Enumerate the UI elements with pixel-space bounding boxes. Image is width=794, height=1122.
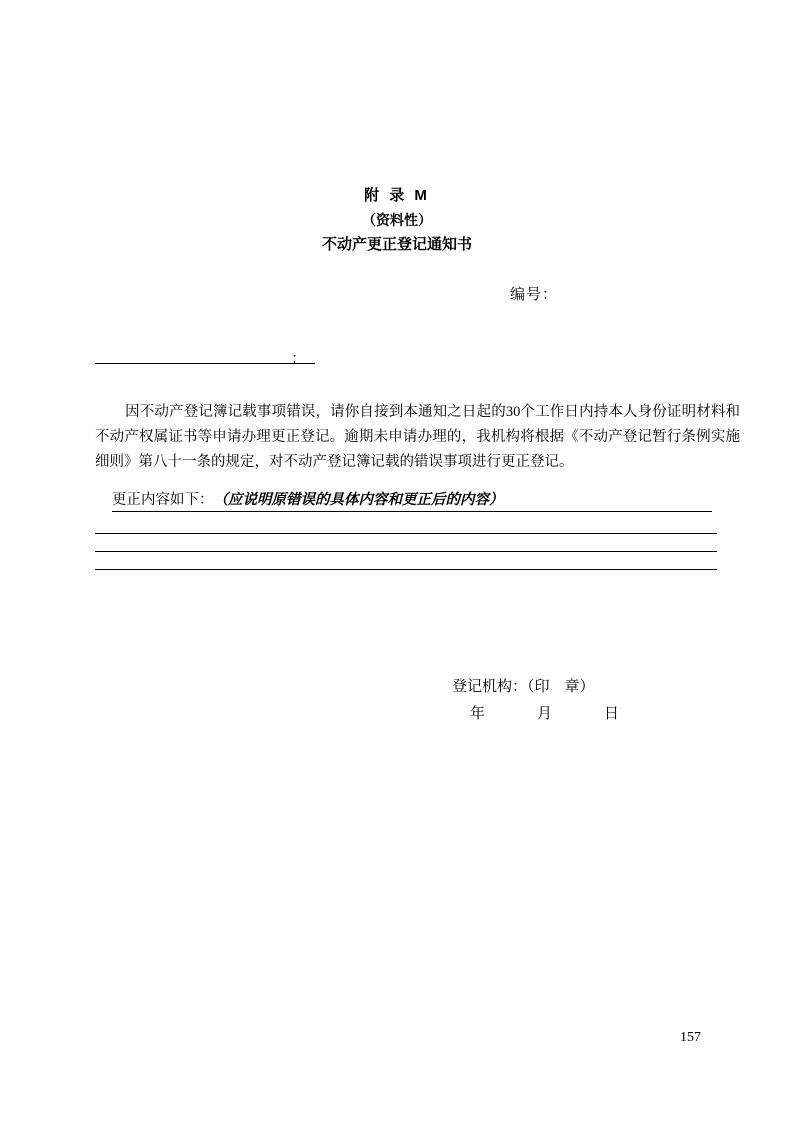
appendix-label: 附 录 M — [364, 187, 430, 204]
page-number: 157 — [680, 1030, 701, 1045]
blank-writing-line-2[interactable] — [95, 551, 717, 552]
body-paragraph — [95, 400, 740, 475]
recipient-field[interactable] — [95, 345, 315, 367]
correction-content-line — [112, 488, 712, 509]
serial-number-label: 编号： — [510, 287, 559, 303]
correction-label: 更正内容如下： — [112, 492, 214, 508]
correction-hint: （应说明原错误的具体内容和更正后的内容） — [213, 492, 504, 508]
recipient-underline — [95, 345, 315, 364]
recipient-colon: ： — [291, 351, 307, 367]
blank-writing-line-3[interactable] — [95, 569, 717, 570]
signature-month: 月 — [537, 706, 553, 722]
correction-underline — [112, 511, 712, 512]
page-title: 不动产更正登记通知书 — [321, 236, 472, 253]
signature-day: 日 — [604, 706, 620, 722]
heading-block — [0, 185, 794, 256]
signature-date — [470, 702, 619, 723]
signature-organization: 登记机构：（印 章） — [452, 679, 595, 695]
signature-year: 年 — [470, 706, 486, 722]
body-paragraph-text: 因不动产登记簿记载事项错误，请你自接到本通知之日起的30个工作日内持本人身份证明材料和不动产权属证书等申请办理更正登记。逾期未申请办理的，我机构将根据《不动产登记暂行条例实施细则》第八十一条的规定，对不动产登记簿记载的错误事项进行更正登记。 — [95, 404, 740, 470]
appendix-type: （资料性） — [362, 212, 432, 228]
blank-writing-line-1[interactable] — [95, 533, 717, 534]
